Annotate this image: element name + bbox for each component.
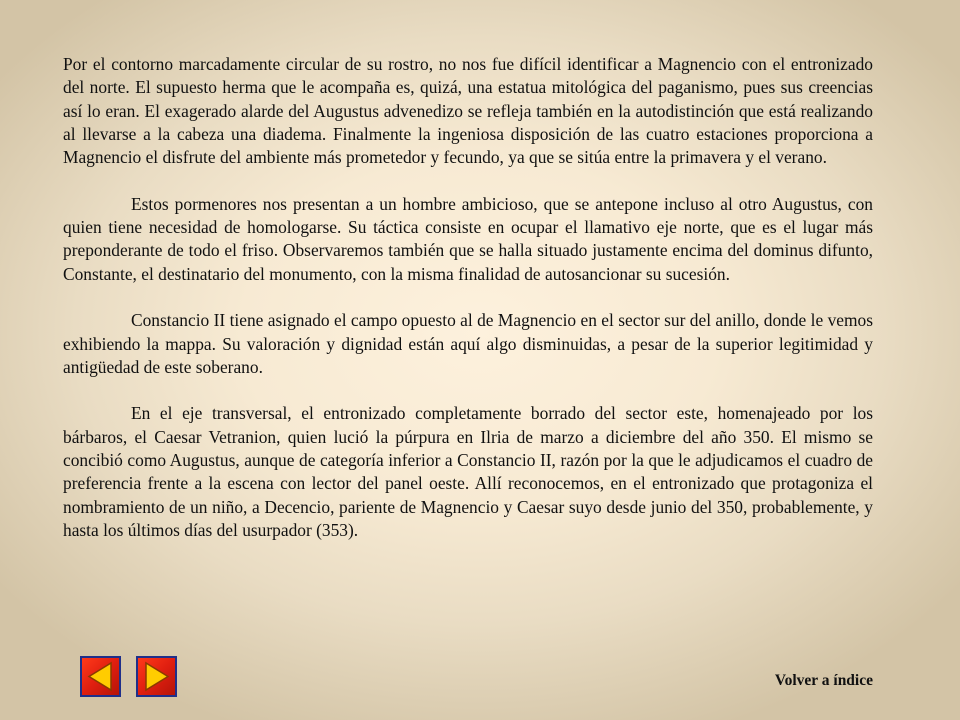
paragraph: En el eje transversal, el entronizado completamente borrado del sector este, homenajeado por los bárbaros, el Caesar Vetranion, quien lució la púrpura en Ilria de marzo a diciembre del año 350. El mismo se concibió como Augustus, aunque de categoría inferior a Constancio II, razón por la que le adjudicamos el cuadro de preferencia frente a la escena con lector del panel oeste. Allí reconocemos, en el entronizado que protagoniza el nombramiento de un niño, a Decencio, pariente de Magnencio y Caesar suyo desde junio del 350, probablemente, y hasta los últimos días del usurpador (353). [63,403,873,540]
back-to-index-link[interactable]: Volver a índice [774,672,873,689]
next-button[interactable] [136,656,177,697]
previous-button[interactable] [80,656,121,697]
paragraph: Estos pormenores nos presentan a un hombre ambicioso, que se antepone incluso al otro Augustus, con quien tiene necesidad de homologarse. Su táctica consiste en ocupar el llamativo eje norte, que es el lugar más preponderante de todo el friso. Observaremos también que se halla situado justamente encima del dominus difunto, Constante, el destinatario del monumento, con la misma finalidad de autosancionar su sucesión. [63,193,873,284]
paragraph: Constancio II tiene asignado el campo opuesto al de Magnencio en el sector sur del anillo, donde le vemos exhibiendo la mappa. Su valoración y dignidad están aquí algo disminuidas, a pesar de la superior legitimidad y antigüedad de este soberano. [63,310,873,377]
paragraph: Por el contorno marcadamente circular de su rostro, no nos fue difícil identificar a Magnencio con el entronizado del norte. El supuesto herma que le acompaña es, quizá, una estatua mitológica del paganismo, pues sus creencias así lo eran. El exagerado alarde del Augustus advenedizo se refleja también en la autodistinción que está realizando al llevarse a la cabeza una diadema. Finalmente la ingeniosa disposición de las cuatro estaciones proporciona a Magnencio el disfrute del ambiente más prometedor y fecundo, ya que se sitúa entre la primavera y el verano. [63,54,873,168]
triangle-left-icon [84,660,117,693]
document-body [63,53,873,566]
triangle-right-icon [140,660,173,693]
navigation-bar [80,656,177,697]
